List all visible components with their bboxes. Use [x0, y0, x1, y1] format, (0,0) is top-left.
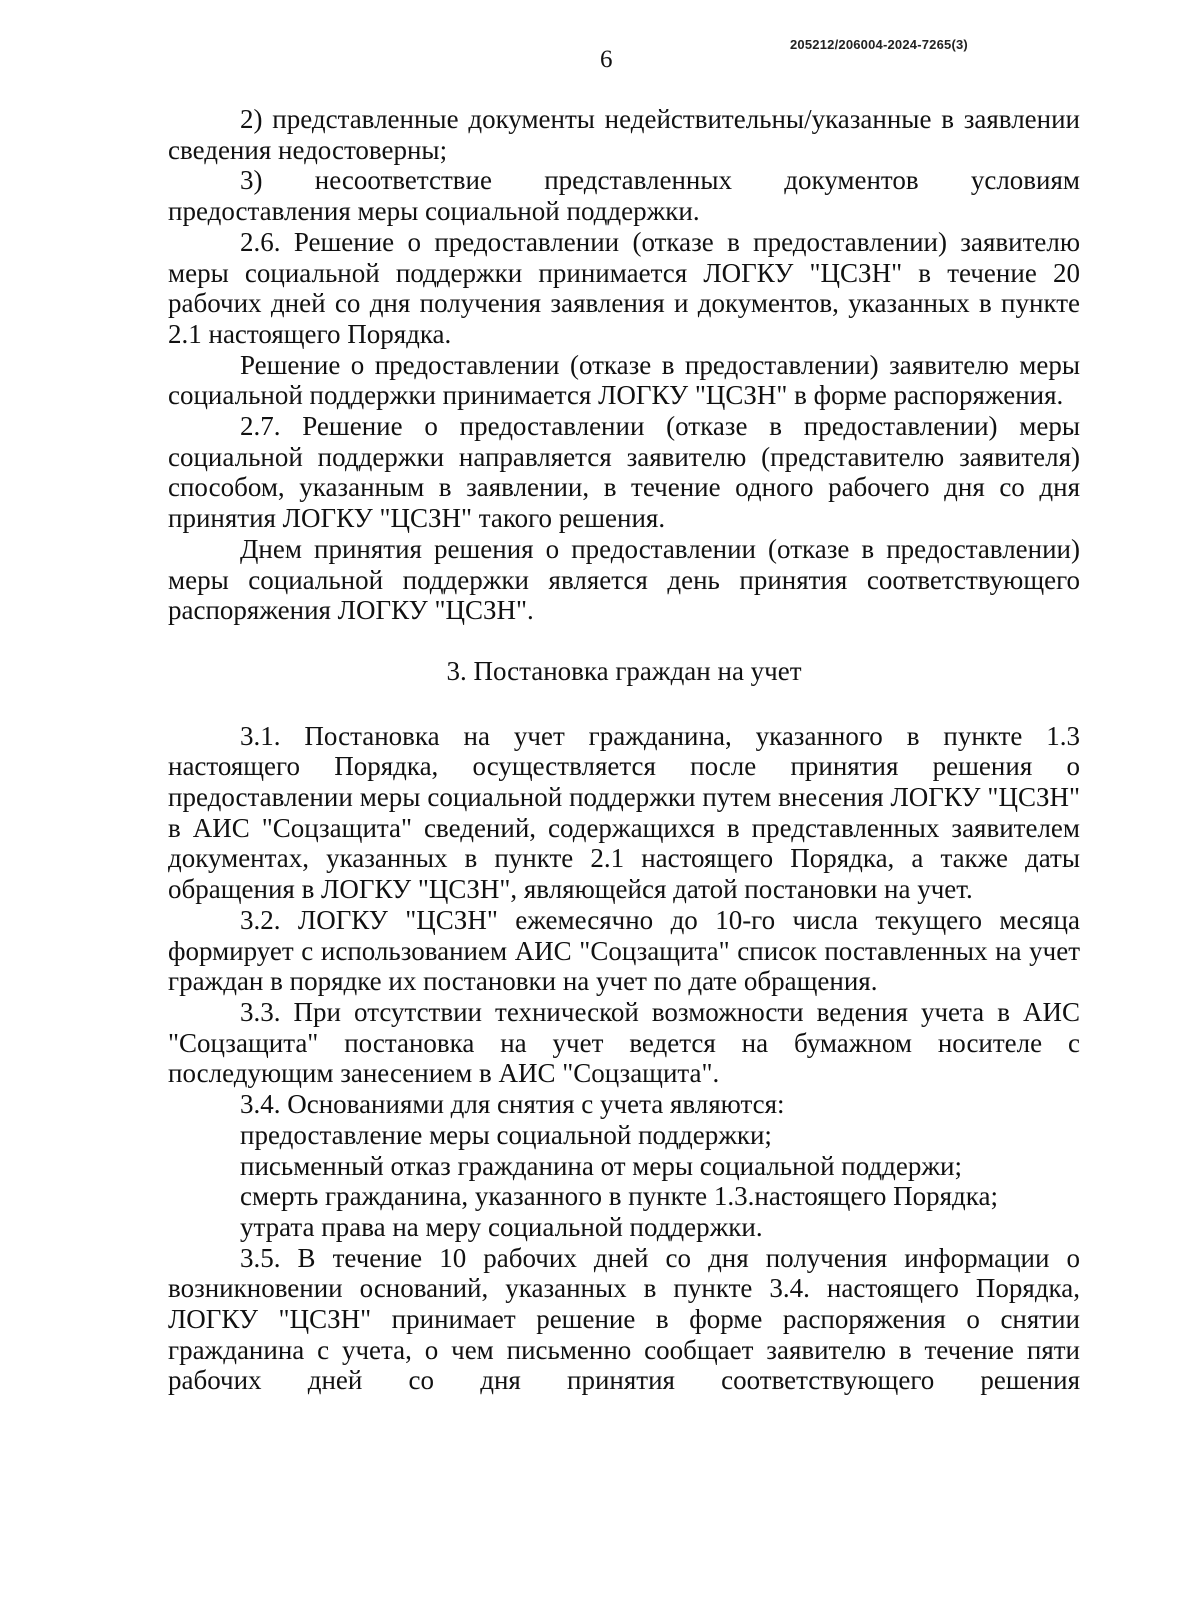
deregistration-ground-item: смерть гражданина, указанного в пункте 1.3.настоящего Порядка; — [240, 1181, 998, 1212]
document-body — [168, 104, 1080, 1396]
paragraph-3-3: 3.3. При отсутствии технической возможности ведения учета в АИС "Соцзащита" постановка на учет ведется на бумажном носителе с последующим занесением в АИС "Соцзащита". — [168, 996, 1080, 1089]
paragraph-3-2: 3.2. ЛОГКУ "ЦСЗН" ежемесячно до 10-го числа текущего месяца формирует с использованием АИС "Соцзащита" список поставленных на учет граждан в порядке их постановки на учет по дате обращения. — [168, 904, 1080, 997]
paragraph-2-6-form: Решение о предоставлении (отказе в предоставлении) заявителю меры социальной поддержки принимается ЛОГКУ "ЦСЗН" в форме распоряжения. — [168, 349, 1080, 411]
page-number: 6 — [600, 46, 613, 73]
paragraph-2-6: 2.6. Решение о предоставлении (отказе в предоставлении) заявителю меры социальной поддержки принимается ЛОГКУ "ЦСЗН" в течение 20 рабочих дней со дня получения заявления и документов, указанных в пункте 2.1 настоящего Порядка. — [168, 226, 1080, 349]
paragraph-2-7: 2.7. Решение о предоставлении (отказе в предоставлении) меры социальной поддержки направляется заявителю (представителю заявителя) способом, указанным в заявлении, в течение одного рабочего дня со дня принятия ЛОГКУ "ЦСЗН" такого решения. — [168, 411, 1080, 534]
deregistration-ground-item: письменный отказ гражданина от меры социальной поддержи; — [240, 1150, 962, 1181]
paragraph-3-4: 3.4. Основаниями для снятия с учета являются: — [240, 1089, 785, 1120]
paragraph-3-1: 3.1. Постановка на учет гражданина, указанного в пункте 1.3 настоящего Порядка, осуществляется после принятия решения о предоставлении меры социальной поддержки путем внесения ЛОГКУ "ЦСЗН" в АИС "Соцзащита" сведений, содержащихся в представленных заявителем документах, указанных в пункте 2.1 настоящего Порядка, а также даты обращения в ЛОГКУ "ЦСЗН", являющейся датой постановки на учет. — [168, 720, 1080, 905]
paragraph-refusal-ground-2: 2) представленные документы недействительны/указанные в заявлении сведения недостоверны; — [168, 104, 1080, 165]
deregistration-ground-item: утрата права на меру социальной поддержки. — [240, 1211, 763, 1242]
deregistration-ground-item: предоставление меры социальной поддержки; — [240, 1119, 772, 1150]
document-registration-code: 205212/206004-2024-7265(3) — [790, 37, 968, 52]
section-3-heading: 3. Постановка граждан на учет — [446, 655, 802, 686]
paragraph-3-5: 3.5. В течение 10 рабочих дней со дня получения информации о возникновении оснований, указанных в пункте 3.4. настоящего Порядка, ЛОГКУ "ЦСЗН" принимает решение в форме распоряжения о снятии гражданина с учета, о чем письменно сообщает заявителю в течение пяти рабочих дней со дня принятия соответствующего решения — [168, 1242, 1080, 1396]
paragraph-2-7-decision-date: Днем принятия решения о предоставлении (отказе в предоставлении) меры социальной поддержки является день принятия соответствующего распоряжения ЛОГКУ "ЦСЗН". — [168, 533, 1080, 626]
paragraph-refusal-ground-3: 3) несоответствие представленных документов условиям предоставления меры социальной поддержки. — [168, 165, 1080, 227]
